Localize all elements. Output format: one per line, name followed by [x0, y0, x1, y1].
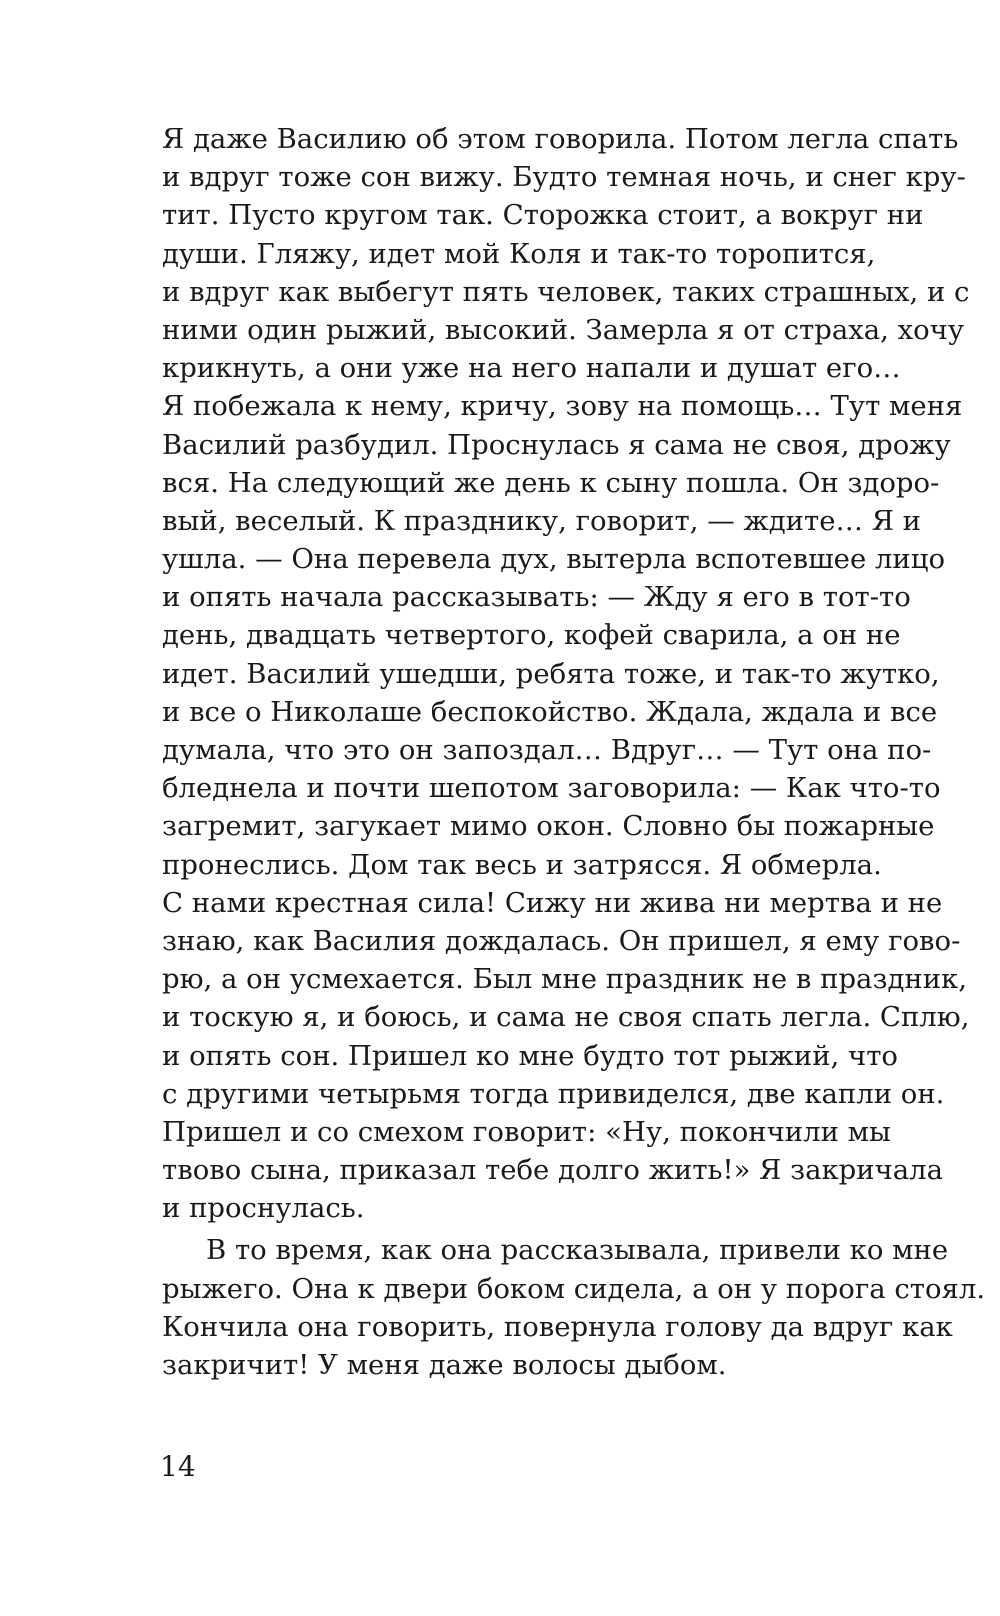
text-line: загремит, загукает мимо окон. Словно бы пожарные	[162, 810, 935, 843]
text-line: Кончила она говорить, повернула голову да вдруг как	[162, 1310, 953, 1343]
text-line: Я побежала к нему, кричу, зову на помощь… Тут меня	[162, 390, 963, 423]
body-text	[162, 120, 986, 1384]
text-line: души. Гляжу, идет мой Коля и так-то торопится,	[162, 237, 876, 270]
text-line: В то время, как она рассказывала, привели ко мне	[206, 1234, 949, 1267]
text-line: Василий разбудил. Проснулась я сама не своя, дрожу	[162, 428, 951, 461]
text-line: крикнуть, а они уже на него напали и душат его…	[162, 352, 901, 385]
text-line: тит. Пусто кругом так. Сторожка стоит, а вокруг ни	[162, 199, 924, 232]
text-line: Пришел и со смехом говорит: «Ну, покончили мы	[162, 1115, 891, 1148]
text-line: твово сына, приказал тебе долго жить!» Я закричала	[162, 1154, 944, 1187]
text-line: рыжего. Она к двери боком сидела, а он у порога стоял.	[162, 1272, 986, 1305]
text-line: закричит! У меня даже волосы дыбом.	[162, 1349, 727, 1381]
paragraph	[162, 1231, 986, 1384]
text-line: вый, веселый. К празднику, говорит, — ждите… Я и	[162, 504, 922, 537]
text-line: и опять сон. Пришел ко мне будто тот рыжий, что	[162, 1039, 898, 1072]
text-line: вся. На следующий же день к сыну пошла. Он здоро-	[162, 466, 940, 499]
text-line: С нами крестная сила! Сижу ни жива ни мертва и не	[162, 886, 943, 919]
text-line: Я даже Василию об этом говорила. Потом легла спать	[162, 123, 959, 155]
text-line: с другими четырьмя тогда привиделся, две капли он.	[162, 1077, 945, 1110]
text-line: пронеслись. Дом так весь и затрясся. Я обмерла.	[162, 848, 882, 881]
paragraph	[162, 120, 970, 1227]
text-line: и тоскую я, и боюсь, и сама не своя спать легла. Сплю,	[162, 1001, 970, 1034]
text-line: день, двадцать четвертого, кофей сварила, а он не	[162, 619, 901, 652]
text-line: бледнела и почти шепотом заговорила: — Как что-то	[162, 772, 941, 805]
text-line: думала, что это он запоздал… Вдруг… — Тут она по-	[162, 734, 932, 766]
text-line: ними один рыжий, высокий. Замерла я от страха, хочу	[162, 313, 965, 346]
text-line: идет. Василий ушедши, ребята тоже, и так-то жутко,	[162, 657, 940, 690]
text-line: и вдруг тоже сон вижу. Будто темная ночь, и снег кру-	[162, 161, 966, 194]
text-line: и все о Николаше беспокойство. Ждала, ждала и все	[162, 695, 938, 728]
text-line: ушла. — Она перевела дух, вытерла вспотевшее лицо	[162, 543, 945, 576]
text-line: и вдруг как выбегут пять человек, таких страшных, и с	[162, 275, 970, 308]
text-line: и проснулась.	[162, 1192, 365, 1225]
text-line: и опять начала рассказывать: — Жду я его в тот-то	[162, 581, 911, 614]
page-number: 14	[160, 1450, 196, 1483]
text-line: рю, а он усмехается. Был мне праздник не в праздник,	[162, 963, 967, 996]
text-line: знаю, как Василия дождалась. Он пришел, я ему гово-	[162, 924, 961, 957]
